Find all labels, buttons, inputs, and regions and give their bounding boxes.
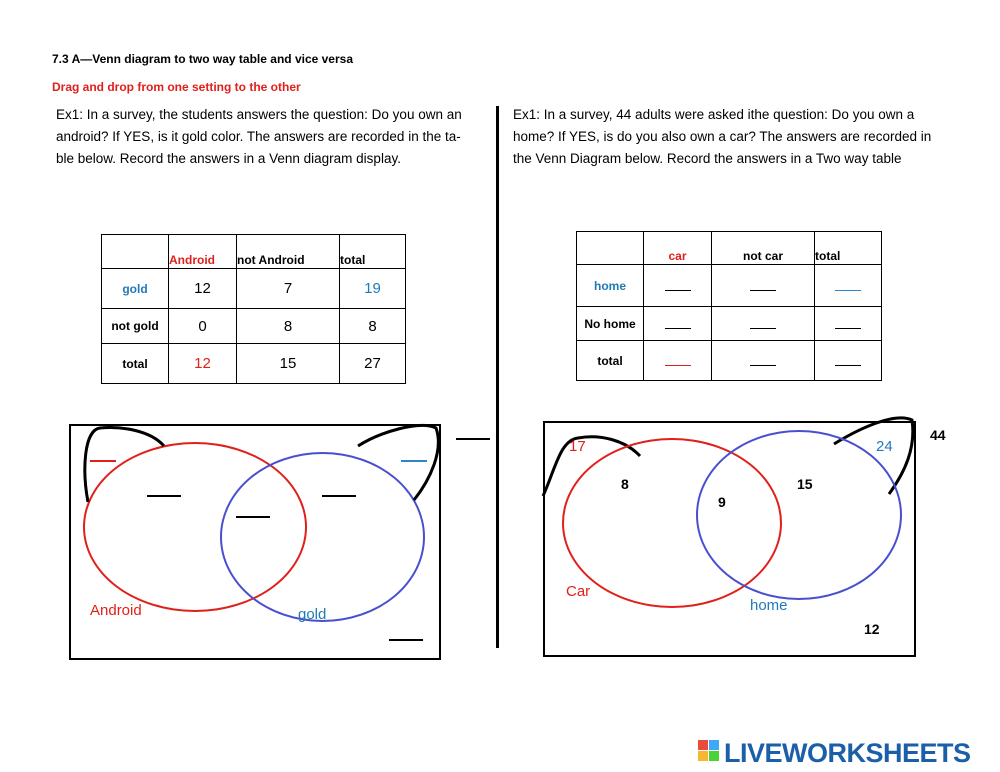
table-cell: 19	[340, 269, 406, 309]
home-only-value: 15	[797, 476, 813, 492]
table-cell: 8	[237, 309, 340, 344]
left-question-line: android? If YES, is it gold color. The answers are recorded in the ta-	[56, 129, 461, 144]
car-total-value: 17	[569, 438, 586, 455]
car-only-value: 8	[621, 476, 629, 492]
gold-total-drop-zone[interactable]	[401, 450, 427, 462]
grand-total-drop-zone[interactable]	[456, 428, 490, 440]
table-cell: 27	[340, 344, 406, 384]
col-header-android: Android	[169, 235, 237, 269]
col-header-total: total	[815, 232, 882, 265]
row-header-total: total	[102, 344, 169, 384]
worksheet-title: 7.3 A—Venn diagram to two way table and vice versa	[52, 52, 353, 66]
table-cell: 7	[237, 269, 340, 309]
liveworksheets-logo-icon	[698, 740, 720, 764]
row-header-total: total	[577, 341, 644, 381]
android-total-drop-zone[interactable]	[90, 450, 116, 462]
table-cell: 0	[169, 309, 237, 344]
worksheet-instruction: Drag and drop from one setting to the other	[52, 80, 301, 94]
android-only-drop-zone[interactable]	[147, 485, 181, 497]
car-label: Car	[566, 583, 591, 600]
left-question-line: Ex1: In a survey, the students answers the question: Do you own an	[56, 107, 462, 122]
gold-only-drop-zone[interactable]	[322, 485, 356, 497]
intersection-value: 9	[718, 494, 726, 510]
right-question-line: Ex1: In a survey, 44 adults were asked ithe question: Do you own a	[513, 107, 915, 122]
row-header-not-gold: not gold	[102, 309, 169, 344]
gold-label: gold	[298, 606, 327, 623]
table-cell: 12	[169, 344, 237, 384]
col-header-total: total	[340, 235, 406, 269]
row-header-no-home: No home	[577, 307, 644, 341]
grand-total-value: 44	[930, 427, 946, 443]
row-header-home: home	[577, 265, 644, 307]
right-question-line: home? If YES, is do you also own a car? The answers are recorded in	[513, 129, 932, 144]
table-cell: 15	[237, 344, 340, 384]
neither-drop-zone[interactable]	[389, 629, 423, 641]
home-total-value: 24	[876, 438, 893, 455]
right-question-line: the Venn Diagram below. Record the answers in a Two way table	[513, 151, 902, 166]
left-question-line: ble below. Record the answers in a Venn diagram display.	[56, 151, 401, 166]
table-cell: 12	[169, 269, 237, 309]
table-cell: 8	[340, 309, 406, 344]
col-header-car: car	[644, 232, 712, 265]
intersection-drop-zone[interactable]	[236, 506, 270, 518]
liveworksheets-logo[interactable]: LIVEWORKSHEETS	[724, 738, 971, 768]
col-header-not-android: not Android	[237, 235, 340, 269]
home-label: home	[750, 597, 788, 614]
col-header-not-car: not car	[712, 232, 815, 265]
row-header-gold: gold	[102, 269, 169, 309]
neither-value: 12	[864, 621, 880, 637]
android-label: Android	[90, 602, 142, 619]
curved-arrow	[358, 425, 438, 500]
home-circle	[696, 430, 902, 600]
